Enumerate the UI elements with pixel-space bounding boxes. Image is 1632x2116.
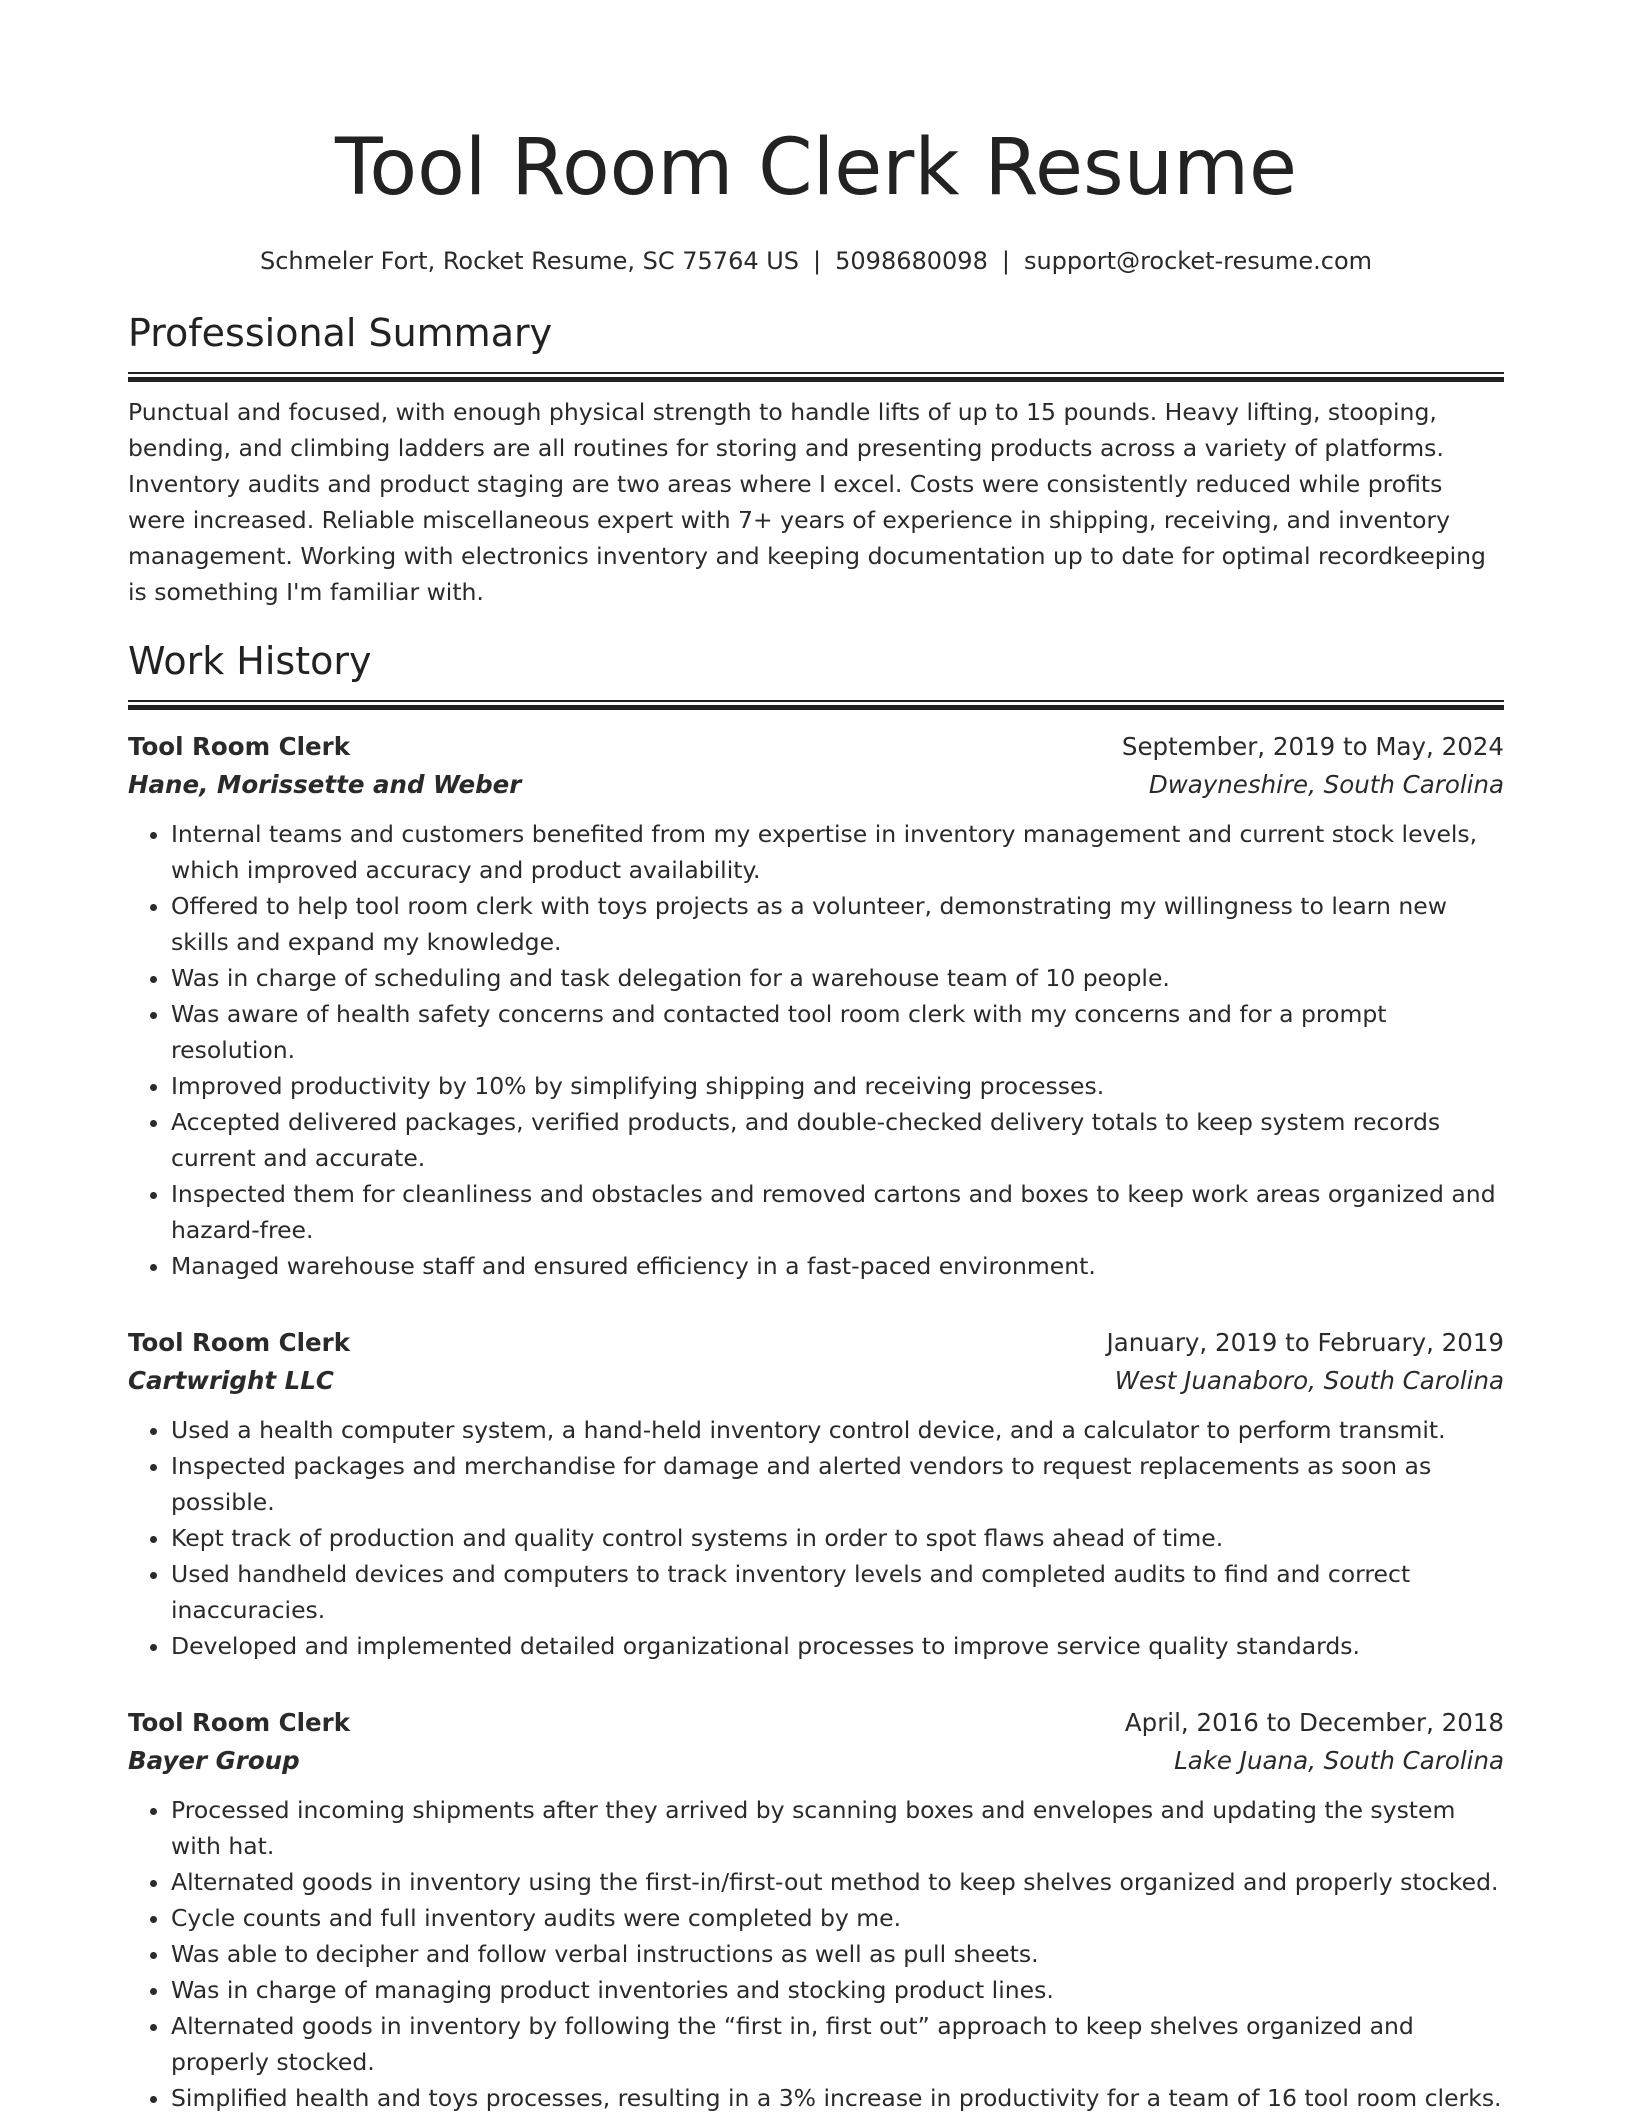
- job-bullet: • Accepted delivered packages, verified products, and double-checked delivery totals to keep system records current and accurate.: [171, 1104, 1504, 1176]
- job-bullet: • Simplified health and toys processes, resulting in a 3% increase in productivity for a team of 16 tool room clerks.: [171, 2080, 1504, 2116]
- job-title: Tool Room Clerk: [128, 1328, 351, 1357]
- contact-separator: |: [1001, 247, 1010, 275]
- job-bullet: • Internal teams and customers benefited from my expertise in inventory management and current stock levels, which improved accuracy and product availability.: [171, 816, 1504, 888]
- professional-summary-section: [128, 308, 1504, 610]
- job-bullet: • Was in charge of managing product inventories and stocking product lines.: [171, 1972, 1504, 2008]
- job-entry: [128, 1324, 1504, 1664]
- job-title: Tool Room Clerk: [128, 732, 351, 761]
- section-divider: [128, 372, 1504, 382]
- work-history-section: [128, 636, 1504, 2116]
- job-bullet: • Used handheld devices and computers to track inventory levels and completed audits to find and correct inaccuracies.: [171, 1556, 1504, 1628]
- contact-line: [128, 244, 1504, 278]
- contact-separator: |: [813, 247, 822, 275]
- job-bullet: • Was able to decipher and follow verbal instructions as well as pull sheets.: [171, 1936, 1504, 1972]
- job-bullet: • Offered to help tool room clerk with toys projects as a volunteer, demonstrating my willingness to learn new skills and expand my knowledge.: [171, 888, 1504, 960]
- job-bullet: • Used a health computer system, a hand-held inventory control device, and a calculator to perform transmit.: [171, 1412, 1504, 1448]
- section-heading-summary: Professional Summary: [128, 311, 553, 355]
- job-bullet: • Inspected packages and merchandise for damage and alerted vendors to request replacements as soon as possible.: [171, 1448, 1504, 1520]
- job-bullet: • Was in charge of scheduling and task delegation for a warehouse team of 10 people.: [171, 960, 1504, 996]
- summary-text: Punctual and focused, with enough physical strength to handle lifts of up to 15 pounds. Heavy lifting, stooping, bending, and climbing ladders are all routines for storing and presenting products across a variety of platforms. Inventory audits and product staging are two areas where I excel. Costs were consistently reduced while profits were increased. Reliable miscellaneous expert with 7+ years of experience in shipping, receiving, and inventory management. Working with electronics inventory and keeping documentation up to date for optimal recordkeeping is something I'm familiar with.: [128, 398, 1486, 606]
- contact-phone: 5098680098: [835, 247, 988, 275]
- job-company-row: [128, 1362, 1504, 1400]
- job-bullet: • Processed incoming shipments after they arrived by scanning boxes and envelopes and updating the system with hat.: [171, 1792, 1504, 1864]
- job-bullet: • Alternated goods in inventory using the first-in/first-out method to keep shelves organized and properly stocked.: [171, 1864, 1504, 1900]
- divider-thick-line: [128, 377, 1504, 382]
- job-dates: April, 2016 to December, 2018: [1124, 1708, 1504, 1737]
- resume-title: Tool Room Clerk Resume: [334, 123, 1298, 213]
- job-company: Bayer Group: [128, 1746, 300, 1775]
- job-dates: January, 2019 to February, 2019: [1106, 1328, 1504, 1357]
- job-location: Lake Juana, South Carolina: [1174, 1746, 1504, 1775]
- job-entry: [128, 1704, 1504, 2116]
- job-header-row: [128, 1704, 1504, 1742]
- divider-thick-line: [128, 705, 1504, 710]
- job-bullet: • Managed warehouse staff and ensured efficiency in a fast-paced environment.: [171, 1248, 1504, 1284]
- job-bullet: • Improved productivity by 10% by simplifying shipping and receiving processes.: [171, 1068, 1504, 1104]
- job-header-row: [128, 1324, 1504, 1362]
- job-dates: September, 2019 to May, 2024: [1121, 732, 1504, 761]
- section-heading-work-history: Work History: [128, 639, 372, 683]
- job-bullet-list: [128, 816, 1504, 1284]
- job-company: Cartwright LLC: [128, 1366, 334, 1395]
- job-bullet: • Inspected them for cleanliness and obstacles and removed cartons and boxes to keep work areas organized and hazard-free.: [171, 1176, 1504, 1248]
- job-bullet: • Kept track of production and quality control systems in order to spot flaws ahead of time.: [171, 1520, 1504, 1556]
- job-bullet-list: [128, 1792, 1504, 2116]
- divider-thin-line: [128, 700, 1504, 702]
- job-location: Dwayneshire, South Carolina: [1148, 770, 1504, 799]
- job-bullet: • Alternated goods in inventory by following the “first in, first out” approach to keep shelves organized and properly stocked.: [171, 2008, 1504, 2080]
- job-location: West Juanaboro, South Carolina: [1114, 1366, 1504, 1395]
- contact-address: Schmeler Fort, Rocket Resume, SC 75764 US: [259, 247, 800, 275]
- contact-email: support@rocket-resume.com: [1023, 247, 1373, 275]
- job-company-row: [128, 1742, 1504, 1780]
- job-bullet: • Cycle counts and full inventory audits were completed by me.: [171, 1900, 1504, 1936]
- job-title: Tool Room Clerk: [128, 1708, 351, 1737]
- divider-thin-line: [128, 372, 1504, 374]
- job-entry: [128, 728, 1504, 1284]
- job-bullet: • Was aware of health safety concerns and contacted tool room clerk with my concerns and for a prompt resolution.: [171, 996, 1504, 1068]
- job-company: Hane, Morissette and Weber: [128, 770, 522, 799]
- job-company-row: [128, 766, 1504, 804]
- job-header-row: [128, 728, 1504, 766]
- section-divider: [128, 700, 1504, 710]
- job-bullet-list: [128, 1412, 1504, 1664]
- job-bullet: • Developed and implemented detailed organizational processes to improve service quality standards.: [171, 1628, 1504, 1664]
- job-list: [128, 728, 1504, 2116]
